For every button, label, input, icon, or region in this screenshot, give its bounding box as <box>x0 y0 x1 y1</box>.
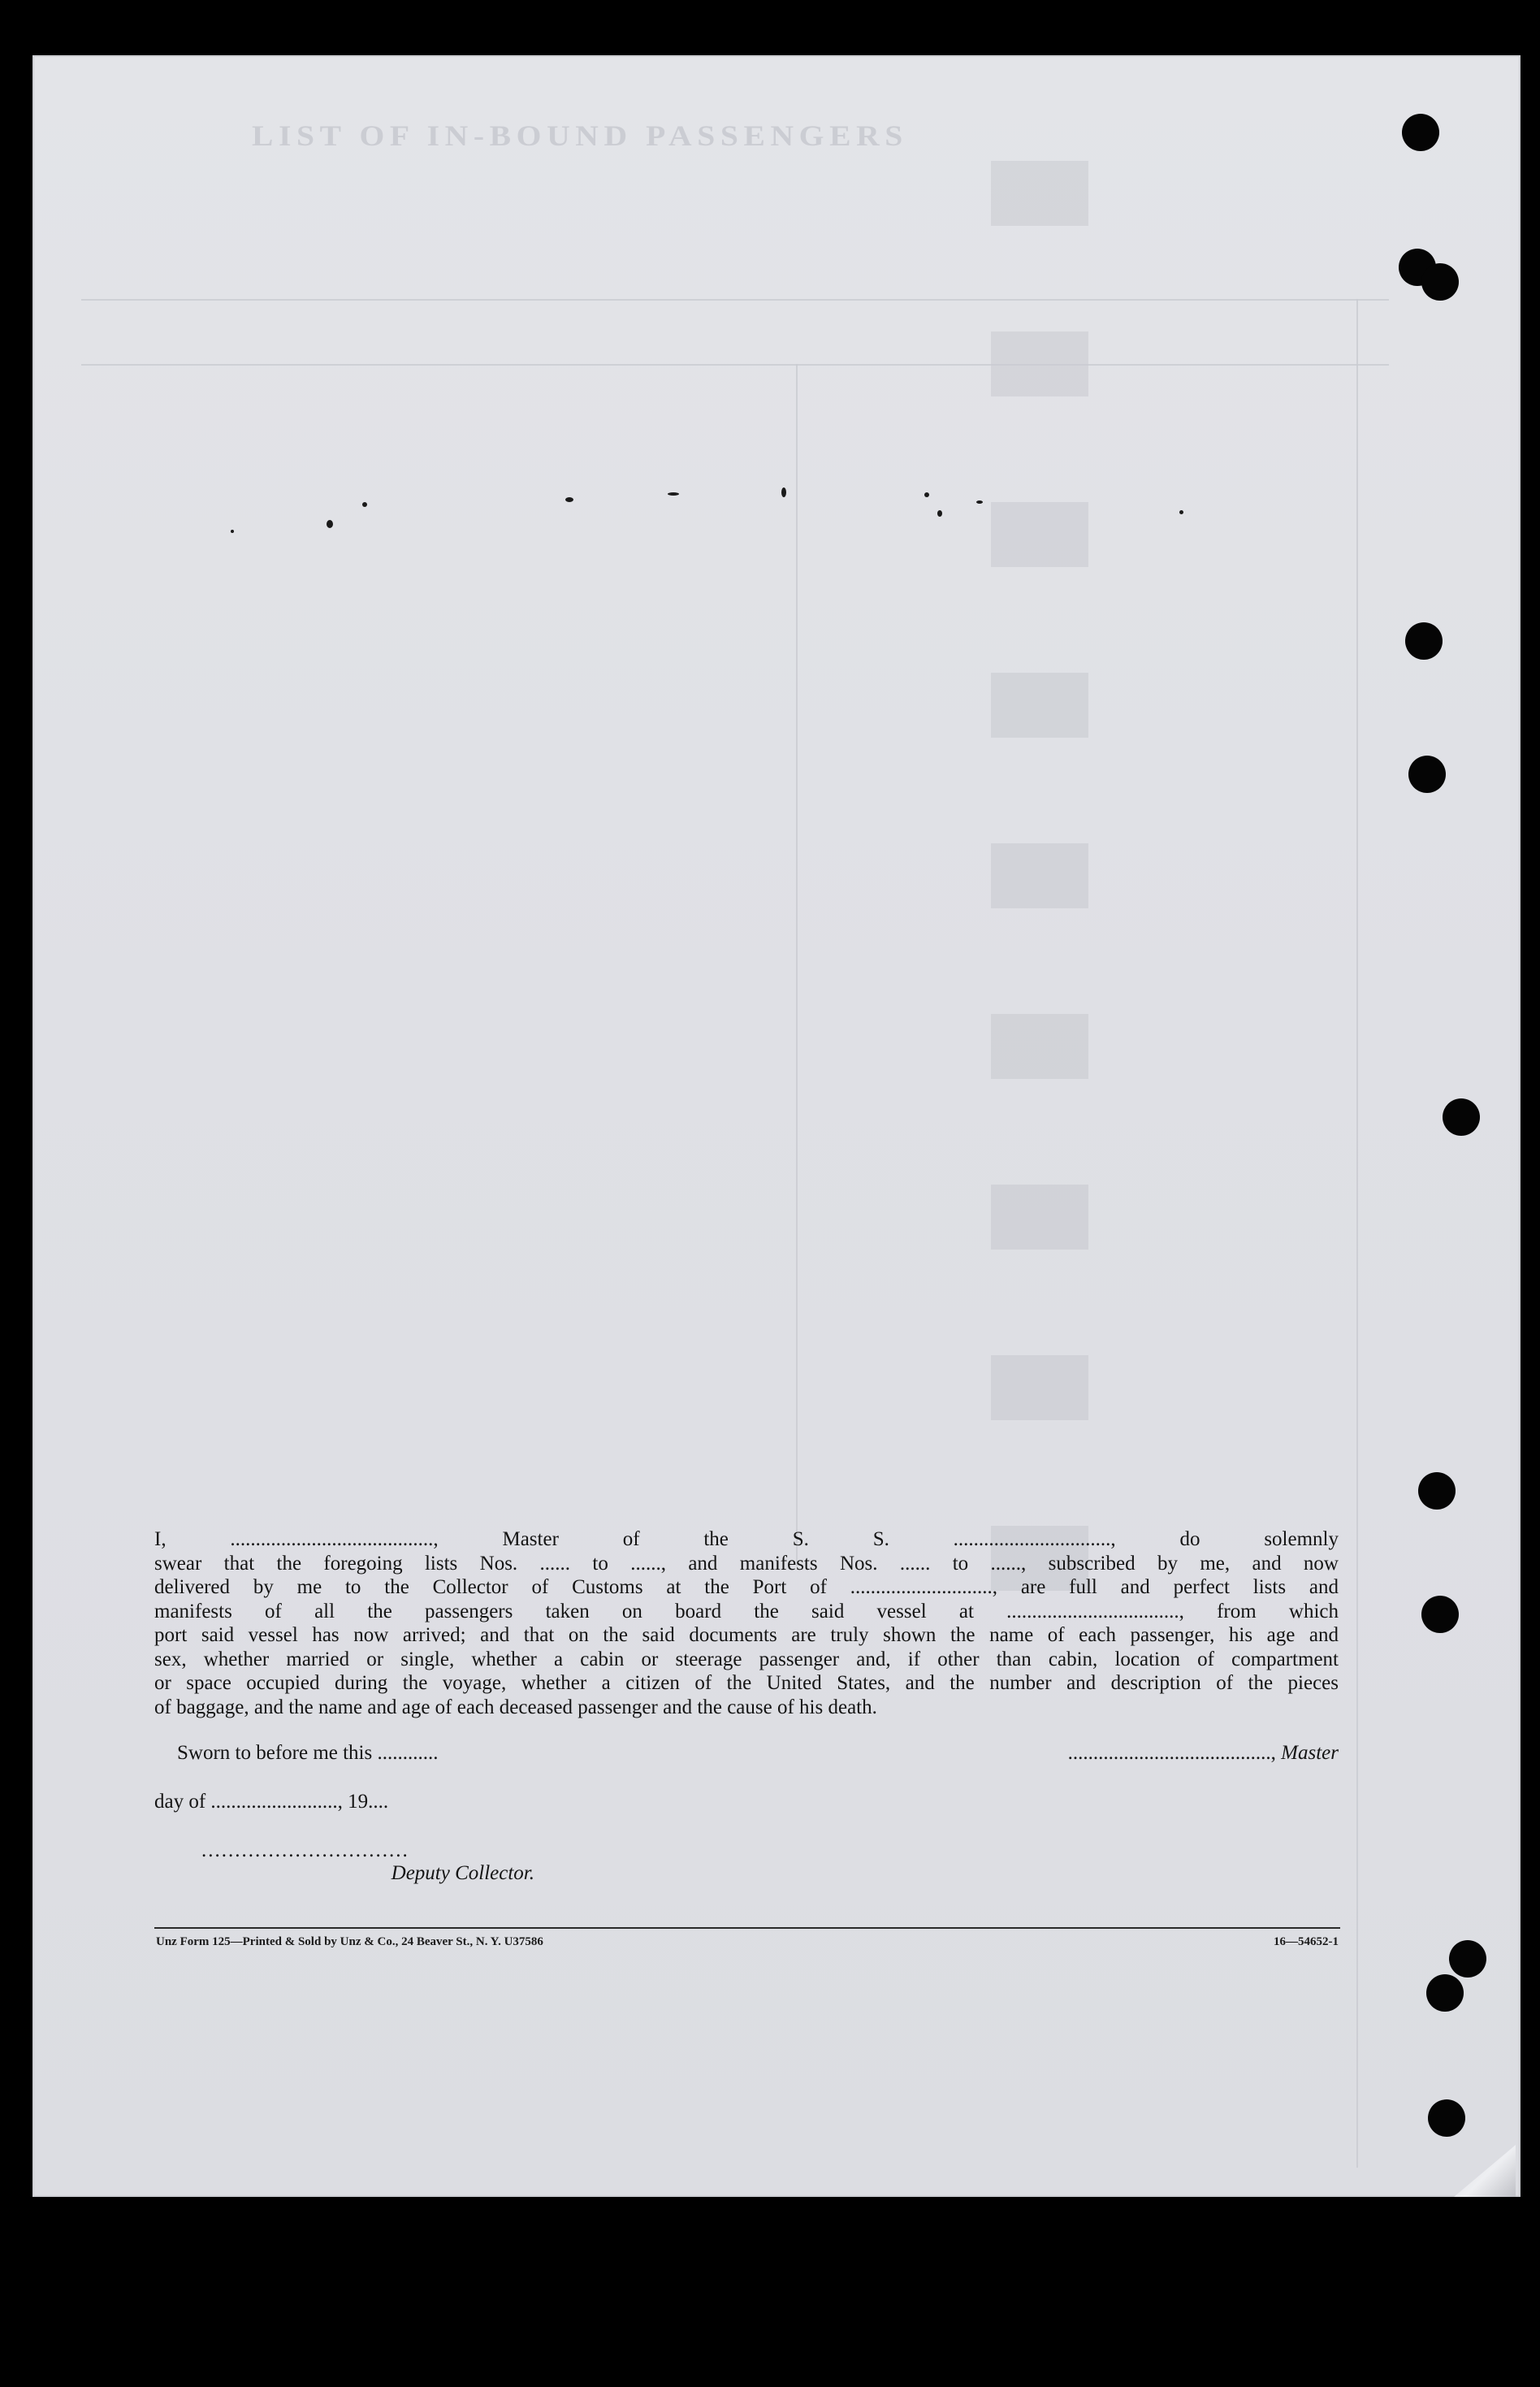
bleed-through-column <box>1356 299 1358 2168</box>
deputy-collector-signature-dots: ............................... <box>201 1839 409 1861</box>
punch-hole <box>1418 1472 1456 1510</box>
ink-speck <box>937 510 942 517</box>
ink-speck <box>565 497 573 502</box>
master-signature-dots: ........................................, <box>1067 1742 1282 1764</box>
oath-line: sex, whether married or single, whether a cabin or steerage passenger and, if other than cabin, location of compartment <box>154 1648 1339 1670</box>
punch-hole <box>1426 1974 1464 2012</box>
punch-hole <box>1443 1098 1480 1136</box>
punch-hole <box>1402 114 1439 151</box>
master-signature-line <box>822 1742 1339 1765</box>
master-oath-paragraph <box>154 1527 1339 1719</box>
master-label: Master <box>1281 1742 1339 1764</box>
ink-speck <box>327 520 333 528</box>
bleed-through-column <box>796 364 798 1566</box>
deputy-collector-label: Deputy Collector. <box>391 1862 534 1884</box>
ink-speck <box>231 530 234 533</box>
printer-imprint: Unz Form 125—Printed & Sold by Unz & Co., 24 Beaver St., N. Y. U37586 <box>156 1935 543 1948</box>
ink-speck <box>362 502 367 507</box>
bleed-through-rule <box>81 299 1389 301</box>
ink-speck <box>924 492 929 497</box>
ink-speck <box>781 487 786 497</box>
oath-line: delivered by me to the Collector of Customs at the Port of ............................, are full and perfect lists and <box>154 1576 1339 1598</box>
sworn-date-field: Sworn to before me this ............ <box>177 1742 439 1764</box>
form-number: 16—54652-1 <box>1274 1935 1339 1948</box>
footer-rule <box>154 1927 1340 1929</box>
ink-speck <box>976 500 983 504</box>
oath-line: manifests of all the passengers taken on board the said vessel at .................................., from which <box>154 1600 1339 1622</box>
punch-hole <box>1428 2099 1465 2137</box>
punch-hole <box>1421 1596 1459 1633</box>
bleed-through-heading: LIST OF IN-BOUND PASSENGERS <box>252 119 908 152</box>
form-sheet <box>32 55 1521 2197</box>
ink-speck <box>1179 510 1183 514</box>
bleed-through-rule <box>81 364 1389 366</box>
punch-hole <box>1405 622 1443 660</box>
oath-line: of baggage, and the name and age of each deceased passenger and the cause of his death. <box>154 1696 877 1718</box>
oath-line: swear that the foregoing lists Nos. ...... to ......, and manifests Nos. ...... to ......, subscribed by me, and now <box>154 1552 1339 1575</box>
oath-line: or space occupied during the voyage, whether a citizen of the United States, and the number and description of the pieces <box>154 1672 1339 1694</box>
punch-hole <box>1408 756 1446 793</box>
oath-line: I, ........................................, Master of the S. S. ..............................., do solemnly <box>154 1528 1339 1550</box>
punch-hole <box>1449 1940 1486 1978</box>
oath-line: port said vessel has now arrived; and that on the said documents are truly shown the name of each passenger, his age and <box>154 1624 1339 1646</box>
bleed-through-stamp <box>991 104 1088 1688</box>
day-of-field: day of ........................., 19.... <box>154 1791 389 1813</box>
ink-speck <box>668 492 679 496</box>
punch-hole <box>1421 263 1459 301</box>
